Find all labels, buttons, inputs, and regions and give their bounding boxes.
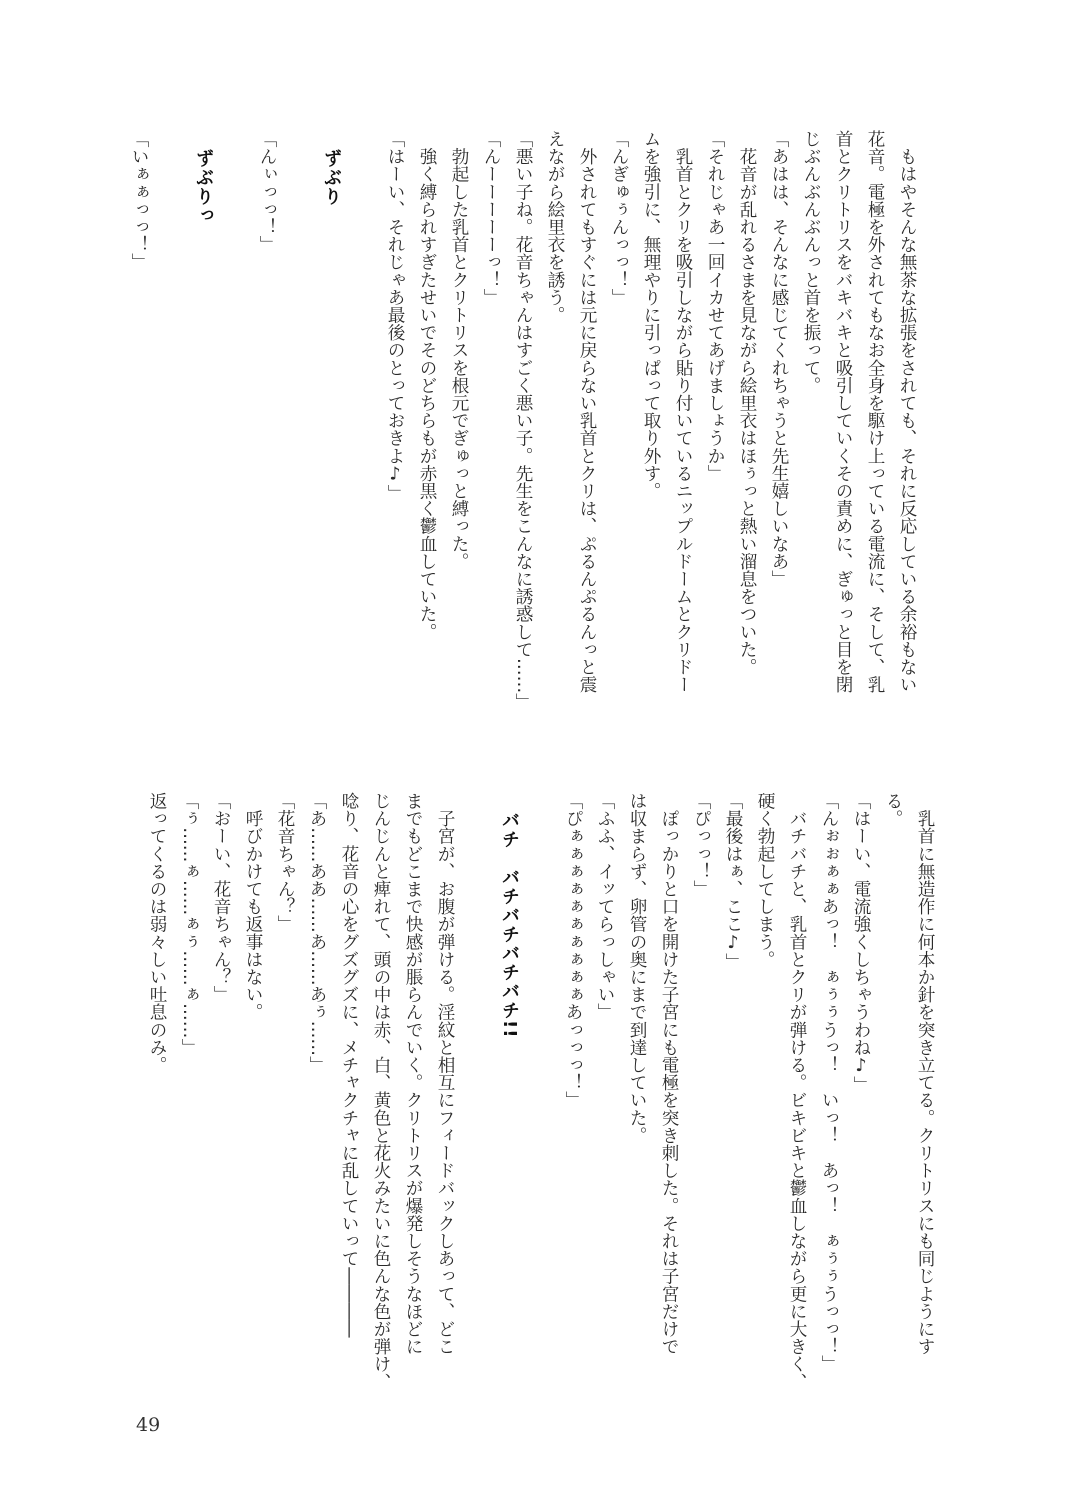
text-line: 「はーい、それじゃあ最後のとっておきよ♪」 bbox=[385, 130, 405, 502]
text-line: までもどこまで快感が脹らんでいく。クリトリスが爆発しそうなほどに bbox=[403, 792, 423, 1356]
text-line: 強く縛られすぎたせいでそのどちらもが赤黒く鬱血していた。 bbox=[417, 130, 437, 641]
text-line: 唸り、花音の心をグズグズに、メチャクチャに乱していって―――― bbox=[339, 792, 359, 1338]
text-line: 「花音ちゃん？」 bbox=[275, 792, 295, 933]
text-line: 勃起した乳首とクリトリスを根元でぎゅっと縛った。 bbox=[449, 130, 469, 570]
sound-effect-line: ずぶりっ bbox=[193, 130, 214, 225]
text-line: 「悪い子ね。花音ちゃんはすごく悪い子。先生をこんなに誘惑して……」 bbox=[513, 130, 533, 711]
text-line: 「ぅ……ぁ……ぁぅ……ぁ……」 bbox=[179, 792, 199, 1056]
blank-line bbox=[283, 130, 315, 730]
text-line: 「最後はぁ、ここ♪」 bbox=[723, 792, 743, 971]
text-line: 硬く勃起してしまう。 bbox=[755, 792, 775, 968]
blank-line bbox=[461, 792, 493, 1412]
text-line: 呼びかけても返事はない。 bbox=[243, 792, 263, 1021]
blank-line bbox=[525, 792, 557, 1412]
text-line: 「それじゃあ一回イカせてあげましょうか」 bbox=[705, 130, 725, 482]
text-line: えながら絵里衣を誘う。 bbox=[545, 130, 565, 324]
text-line: 「いぁぁっっ！」 bbox=[129, 130, 149, 271]
text-line: 乳首とクリを吸引しながら貼り付いているニップルドームとクリドー bbox=[673, 130, 693, 694]
bottom-text-block bbox=[141, 792, 941, 1412]
text-line: 外されてもすぐには元に戻らない乳首とクリは、ぷるんぷるんっと震 bbox=[577, 130, 597, 694]
text-line: もはやそんな無茶な拡張をされても、それに反応している余裕もない bbox=[897, 130, 917, 694]
text-line: バチバチと、乳首とクリが弾ける。ビキビキと鬱血しながら更に大きく、 bbox=[787, 792, 807, 1391]
text-line: 乳首に無造作に何本か針を突き立てる。クリトリスにも同じようにす bbox=[915, 792, 935, 1356]
text-line: 「ぴっっ！」 bbox=[691, 792, 711, 898]
blank-line bbox=[219, 130, 251, 730]
text-line: る。 bbox=[883, 792, 903, 828]
text-line: ぽっかりと口を開けた子宮にも電極を突き刺した。それは子宮だけで bbox=[659, 792, 679, 1356]
text-line: 「はーい、電流強くしちゃうわね♪」 bbox=[851, 792, 871, 1094]
sound-effect-line: ずぶり bbox=[321, 130, 342, 206]
text-line: 「ふふ、イッてらっしゃい」 bbox=[595, 792, 615, 1021]
text-line: 花音が乱れるさまを見ながら絵里衣はほぅっと熱い溜息をついた。 bbox=[737, 130, 757, 676]
text-line: じぶんぶんぶんっと首を振って。 bbox=[801, 130, 821, 394]
text-line: 子宮が、お腹が弾ける。淫紋と相互にフィードバックしあって、どこ bbox=[435, 792, 455, 1356]
text-line: 「んぎゅぅんっっ！」 bbox=[609, 130, 629, 306]
text-line: 「んぃっっ！」 bbox=[257, 130, 277, 254]
text-line: 返ってくるのは弱々しい吐息のみ。 bbox=[147, 792, 167, 1074]
text-line: は収まらず、卵管の奥にまで到達していた。 bbox=[627, 792, 647, 1144]
text-line: 花音。電極を外されてもなお全身を駆け上っている電流に、そして、乳 bbox=[865, 130, 885, 694]
text-line: 「あはは、そんなに感じてくれちゃうと先生嬉しいなあ」 bbox=[769, 130, 789, 588]
page-number: 49 bbox=[136, 1414, 161, 1436]
text-line: 首とクリトリスをバキバキと吸引していくその責めに、ぎゅっと目を閉 bbox=[833, 130, 853, 694]
blank-line bbox=[347, 130, 379, 730]
top-text-block bbox=[123, 130, 923, 730]
text-line: 「ぴぁぁぁぁぁぁぁぁぁぁあっっっ！」 bbox=[563, 792, 583, 1109]
text-line: ムを強引に、無理やりに引っぱって取り外す。 bbox=[641, 130, 661, 500]
text-line: じんじんと痺れて、頭の中は赤、白、黄色と花火みたいに色んな色が弾け、 bbox=[371, 792, 391, 1391]
text-line: 「おーい、花音ちゃん？」 bbox=[211, 792, 231, 1004]
sound-effect-line: バチ バチバチバチバチ!! bbox=[499, 792, 520, 1039]
text-line: 「んぉぉぁぁあっ！ ぁぅぅうっ！ いっ！ あっ！ ぁぅぅうっっ！」 bbox=[819, 792, 839, 1373]
text-line: 「んーーーーーっ！」 bbox=[481, 130, 501, 306]
text-line: 「あ……ああ……あ……あぅ……」 bbox=[307, 792, 327, 1074]
blank-line bbox=[155, 130, 187, 730]
